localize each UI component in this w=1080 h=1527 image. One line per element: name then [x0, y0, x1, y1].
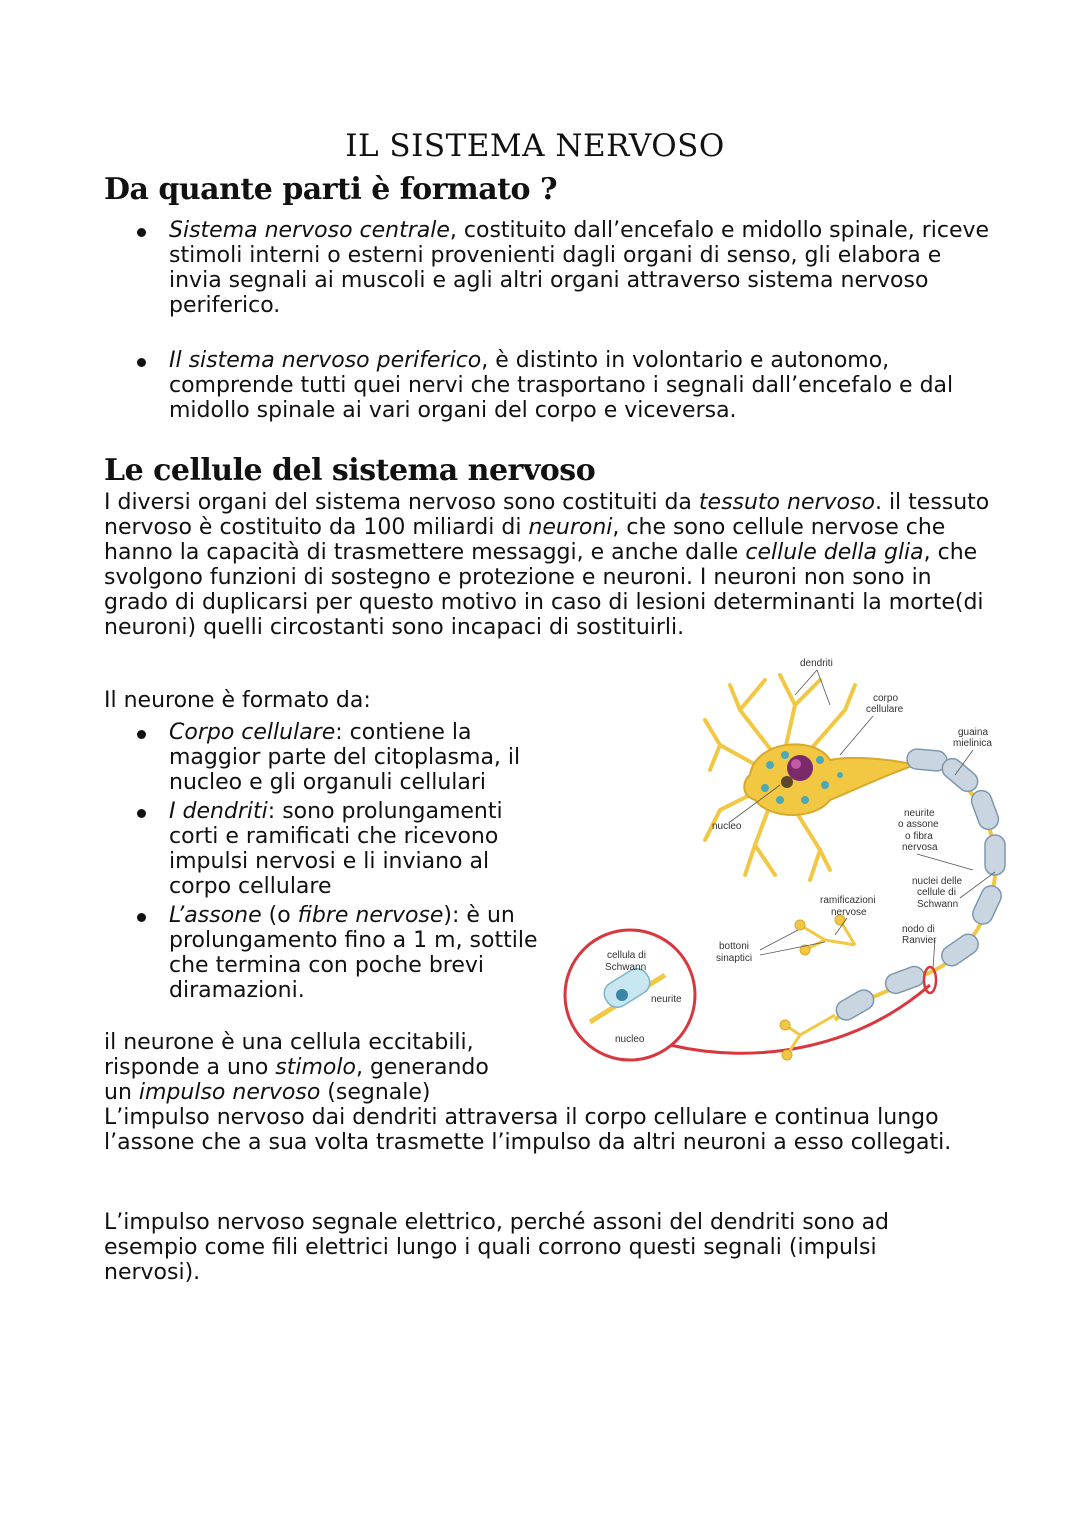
cell-nucleus [787, 755, 813, 781]
list-item-text: ): è un prolungamento fino a 1 m, sottile che termina con poche brevi diramazioni. [169, 903, 538, 1003]
label-mielinica: mielinica [953, 738, 992, 749]
list-item-term: I dendriti [169, 799, 268, 824]
italic-term: stimolo [275, 1055, 356, 1080]
label-ranvier: Ranvier [902, 935, 937, 946]
text-line: il neurone è una cellula eccitabili, [104, 1030, 474, 1055]
italic-term: cellule della glia [745, 540, 924, 565]
list-item [104, 799, 544, 899]
text-line [104, 1055, 489, 1080]
neuron-diagram [555, 650, 1025, 1070]
label-inset-nucleo: nucleo [615, 1034, 645, 1045]
zoom-connector-line [670, 985, 930, 1053]
text-span: , generando [355, 1055, 489, 1080]
cell-body [744, 744, 915, 815]
label-o-assone: o assone [898, 819, 939, 830]
text-span: risponde a uno [104, 1055, 276, 1080]
label-o-fibra: o fibra [905, 831, 933, 842]
label-schwann: Schwann [917, 899, 959, 910]
italic-term: neuroni [528, 515, 613, 540]
list-item-term: Sistema nervoso centrale [169, 218, 450, 243]
section-heading-cells: Le cellule del sistema nervoso [104, 453, 596, 488]
label-nuclei-delle: nuclei delle [912, 876, 963, 887]
label-corpo: corpo [873, 693, 899, 704]
italic-term: impulso nervoso [138, 1080, 321, 1105]
neuron-intro: Il neurone è formato da: [104, 688, 371, 713]
list-item-term: L’assone [169, 903, 262, 928]
label-inset-neurite: neurite [651, 994, 682, 1005]
label-cellula-di: cellula di [607, 950, 646, 961]
list-item-text: , costituito dall’encefalo e midollo spinale, riceve stimoli interni o esterni provenienti dagli organi di senso, gli elabora e invia segnali ai muscoli e agli altri organi attraverso sistema nervoso periferico. [169, 218, 990, 318]
text-span: , che sono cellule nervose che hanno la capacità di trasmettere messaggi, e anche dalle [104, 515, 946, 565]
list-item [104, 218, 994, 318]
text-span: (segnale) [320, 1080, 431, 1105]
label-ramificazioni: ramificazioni [820, 895, 876, 906]
nucleolus [791, 759, 801, 769]
label-neurite: neurite [904, 808, 935, 819]
label-guaina: guaina [958, 727, 989, 738]
list-item-text: , è distinto in volontario e autonomo, comprende tutti quei nervi che trasportano i segnali dall’encefalo e dal midollo spinale ai vari organi del corpo e viceversa. [169, 348, 954, 423]
label-nervosa: nervosa [902, 842, 938, 853]
inset-nucleus [616, 989, 628, 1001]
text-span: I diversi organi del sistema nervoso sono costituiti da [104, 490, 699, 515]
list-item-term: Il sistema nervoso periferico [169, 348, 482, 373]
label-sinaptici: sinaptici [716, 953, 753, 964]
list-item-text: : contiene la maggior parte del citoplasma, il nucleo e gli organuli cellulari [169, 720, 521, 795]
text-span: . il tessuto nervoso è costituito da 100 miliardi di [104, 490, 990, 540]
nucleus-small [781, 776, 793, 788]
nervous-system-parts-list [104, 218, 994, 423]
page-title: IL SISTEMA NERVOSO [345, 128, 725, 164]
list-item-text: : sono prolungamenti corti e ramificati che ricevono impulsi nervosi e li inviano al corpo cellulare [169, 799, 503, 899]
impulse-paragraph: L’impulso nervoso dai dendriti attraversa il corpo cellulare e continua lungo l’assone che a sua volta trasmette l’impulso da altri neuroni a esso collegati. [104, 1105, 952, 1155]
text-line [104, 1080, 489, 1105]
label-nodo-di: nodo di [902, 924, 935, 935]
label-cellulare: cellulare [866, 704, 904, 715]
italic-term: fibre nervose [297, 903, 444, 928]
list-item-term: Corpo cellulare [169, 720, 336, 745]
text-span: , che svolgono funzioni di sostegno e protezione e neuroni. I neuroni non sono in grado di duplicarsi per questo motivo in caso di lesioni determinanti la morte(di neuroni) quelli circostanti sono incapaci di sostituirli. [104, 540, 984, 640]
list-item [104, 903, 544, 1003]
label-cellule-di: cellule di [917, 887, 956, 898]
label-nervose: nervose [831, 907, 867, 918]
italic-term: tessuto nervoso [698, 490, 875, 515]
list-item [104, 720, 544, 795]
label-nucleo: nucleo [712, 821, 742, 832]
list-item [104, 348, 994, 423]
text-span: (o [261, 903, 298, 928]
section-heading-parts: Da quante parti è formato ? [104, 172, 558, 207]
electric-paragraph: L’impulso nervoso segnale elettrico, perché assoni del dendriti sono ad esempio come fili elettrici lungo i quali corrono questi segnali (impulsi nervosi). [104, 1210, 890, 1285]
label-dendriti: dendriti [800, 658, 833, 669]
neuron-parts-list [104, 720, 544, 1003]
cells-paragraph [104, 490, 994, 640]
text-span: un [104, 1080, 139, 1105]
label-cellula-schwann: Schwann [605, 962, 647, 973]
leader-lines [730, 670, 995, 968]
excitable-block [104, 1030, 489, 1105]
label-bottoni: bottoni [719, 941, 750, 952]
